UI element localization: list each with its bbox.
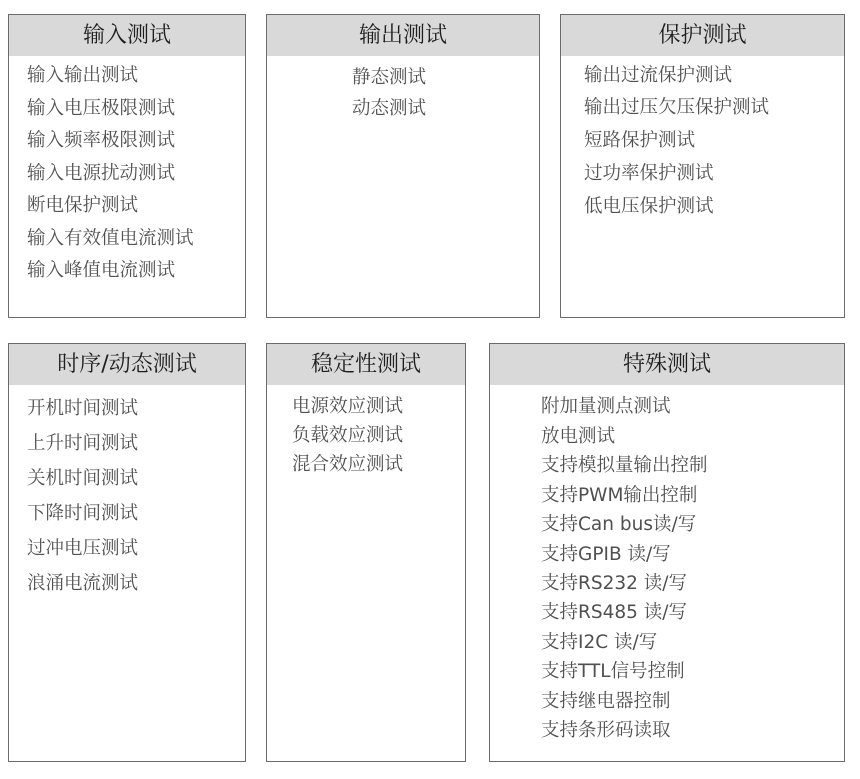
test-item: 开机时间测试	[27, 397, 139, 419]
panel-output-test	[266, 14, 540, 318]
test-item: 上升时间测试	[27, 432, 139, 454]
panel-title: 保护测试	[561, 15, 844, 56]
test-item: 混合效应测试	[292, 453, 404, 475]
panel-special-test	[489, 343, 845, 762]
test-item: 支持Can bus读/写	[541, 514, 697, 536]
test-item: 短路保护测试	[584, 130, 696, 152]
test-item: 浪涌电流测试	[27, 572, 139, 594]
panel-title: 输入测试	[9, 15, 245, 56]
panel-timing-dynamic-test	[8, 343, 246, 762]
test-item: 过功率保护测试	[584, 162, 714, 184]
test-item: 放电测试	[541, 425, 616, 447]
test-item: 关机时间测试	[27, 467, 139, 489]
test-item: 支持RS485 读/写	[541, 602, 688, 624]
test-item: 输入电压极限测试	[27, 97, 176, 119]
test-item: 输入电源扰动测试	[27, 162, 176, 184]
panel-protection-test	[560, 14, 845, 318]
test-item: 附加量测点测试	[541, 396, 671, 418]
test-list	[561, 56, 844, 223]
test-item: 输出过压欠压保护测试	[584, 97, 770, 119]
test-item: 支持TTL信号控制	[541, 661, 685, 683]
test-item: 静态测试	[352, 66, 427, 88]
panel-title: 时序/动态测试	[9, 344, 245, 385]
test-item: 电源效应测试	[292, 395, 404, 417]
panel-title: 特殊测试	[490, 344, 844, 385]
test-list	[9, 385, 245, 601]
test-item: 输入输出测试	[27, 65, 139, 86]
test-item: 支持GPIB 读/写	[541, 543, 671, 565]
panel-title: 输出测试	[267, 15, 539, 56]
test-item: 支持条形码读取	[541, 720, 671, 742]
test-item: 输入有效值电流测试	[27, 227, 194, 249]
panel-input-test	[8, 14, 246, 318]
test-item: 支持PWM输出控制	[541, 484, 698, 506]
test-list	[267, 56, 539, 124]
panel-stability-test	[266, 343, 466, 762]
test-item: 过冲电压测试	[27, 537, 139, 559]
test-item: 支持I2C 读/写	[541, 631, 658, 653]
test-item: 输入频率极限测试	[27, 130, 176, 151]
test-item: 支持RS232 读/写	[541, 573, 688, 595]
test-list	[9, 56, 245, 288]
test-list	[267, 385, 465, 479]
test-list	[490, 385, 844, 746]
test-item: 负载效应测试	[292, 424, 404, 446]
test-item: 输入峰值电流测试	[27, 260, 176, 281]
test-item: 输出过流保护测试	[584, 64, 733, 86]
panel-title: 稳定性测试	[267, 344, 465, 385]
test-item: 下降时间测试	[27, 502, 139, 524]
test-item: 支持继电器控制	[541, 690, 671, 712]
test-item: 支持模拟量输出控制	[541, 455, 708, 477]
test-item: 断电保护测试	[27, 195, 139, 216]
test-item: 动态测试	[352, 97, 427, 119]
test-item: 低电压保护测试	[584, 195, 714, 217]
